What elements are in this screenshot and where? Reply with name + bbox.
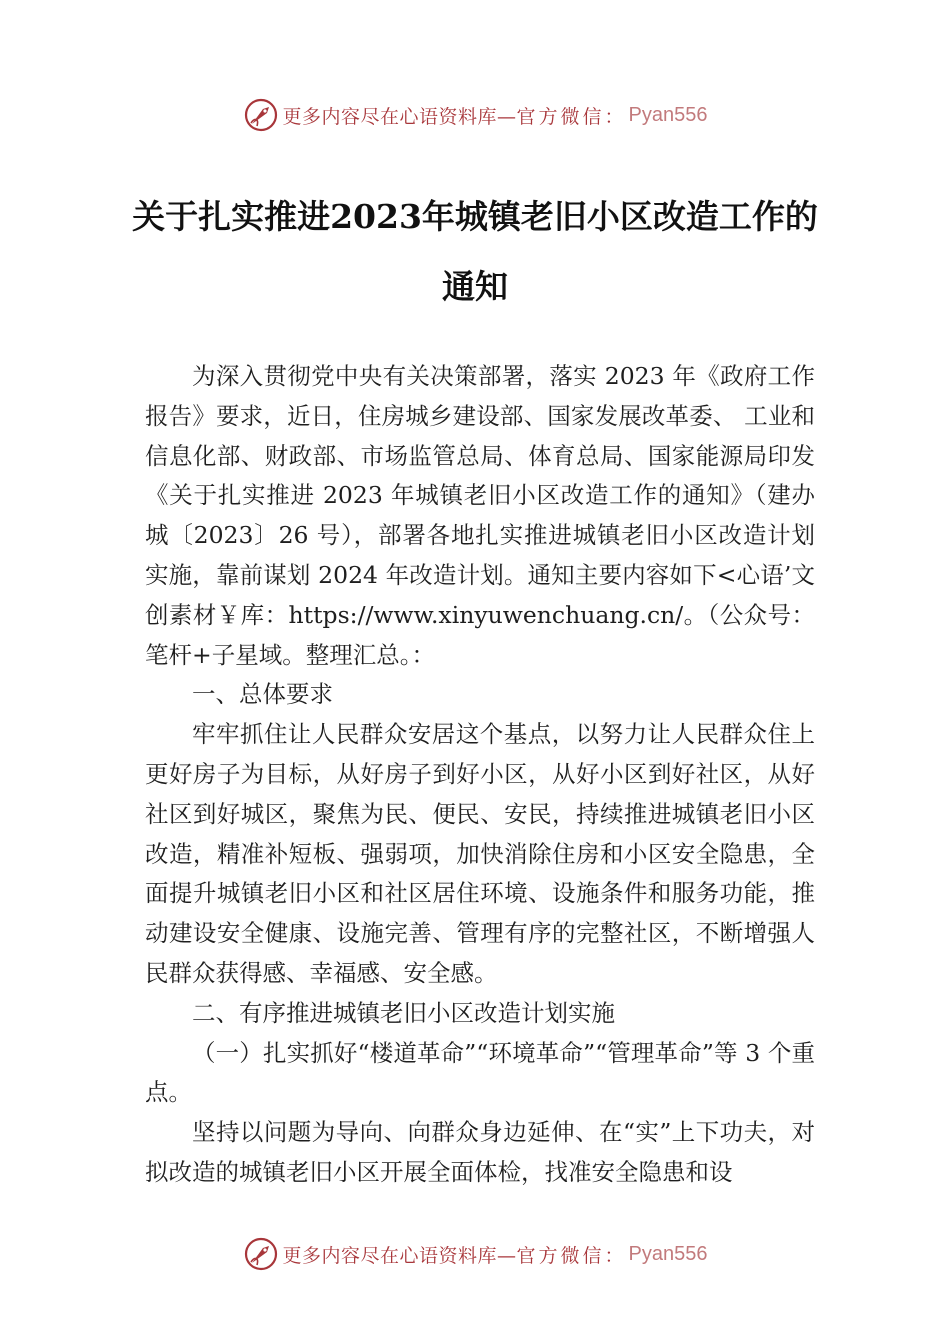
watermark-wechat-id: Pyan556 <box>628 1242 708 1265</box>
pen-nib-logo-icon <box>243 1236 279 1272</box>
section-heading-1: 一、总体要求 <box>192 680 333 709</box>
subsection-heading-1: （一）扎实抓好“楼道革命”“环境革命”“管理革命”等 3 个重点。 <box>145 1038 815 1107</box>
watermark-banner-bottom <box>0 1232 950 1276</box>
paragraph-general-requirements: 牢牢抓住让人民群众安居这个基点，以努力让人民群众住上更好房子为目标，从好房子到好小区，从好小区到好社区，从好社区到好城区，聚焦为民、便民、安民，持续推进城镇老旧小区改造，精准补短板、强弱项，加快消除住房和小区安全隐患，全面提升城镇老旧小区和社区居住环境、设施条件和服务功能，推动建设安全健康、设施完善、管理有序的完整社区，不断增强人民群众获得感、幸福感、安全感。 <box>145 720 815 987</box>
watermark-text: 更多内容尽在心语资料库— <box>282 1244 517 1267</box>
paragraph-intro: 为深入贯彻党中央有关决策部署，落实 2023 年《政府工作报告》要求，近日，住房城乡建设部、国家发展改革委、 工业和信息化部、财政部、市场监管总局、体育总局、国家能源局印发《关于扎实推进 2023 年城镇老旧小区改造工作的通知》（建办城〔2023〕26 号），部署各地扎实推进城镇老旧小区改造计划实施，靠前谋划 2024 年改造计划。通知主要内容如下<心语’文创素材￥库：https://www.xinyuwenchuang.cn/。（公众号：笔杆+子星域。整理汇总。： <box>145 362 815 669</box>
paragraph-problem-oriented: 坚持以问题为导向、向群众身边延伸、在“实”上下功夫，对拟改造的城镇老旧小区开展全面体检，找准安全隐患和设 <box>145 1118 815 1186</box>
watermark-text: 更多内容尽在心语资料库— <box>282 105 517 128</box>
document-title: 关于扎实推进2023年城镇老旧小区改造工作的通知 <box>132 197 818 306</box>
watermark-wechat-id: Pyan556 <box>628 103 708 126</box>
watermark-wechat-label: 官方微信： <box>516 105 627 128</box>
watermark-wechat-label: 官方微信： <box>516 1244 627 1267</box>
pen-nib-logo-icon <box>243 97 279 133</box>
watermark-banner-top <box>0 93 950 137</box>
document-body <box>145 357 815 1193</box>
section-heading-2: 二、有序推进城镇老旧小区改造计划实施 <box>192 998 615 1027</box>
